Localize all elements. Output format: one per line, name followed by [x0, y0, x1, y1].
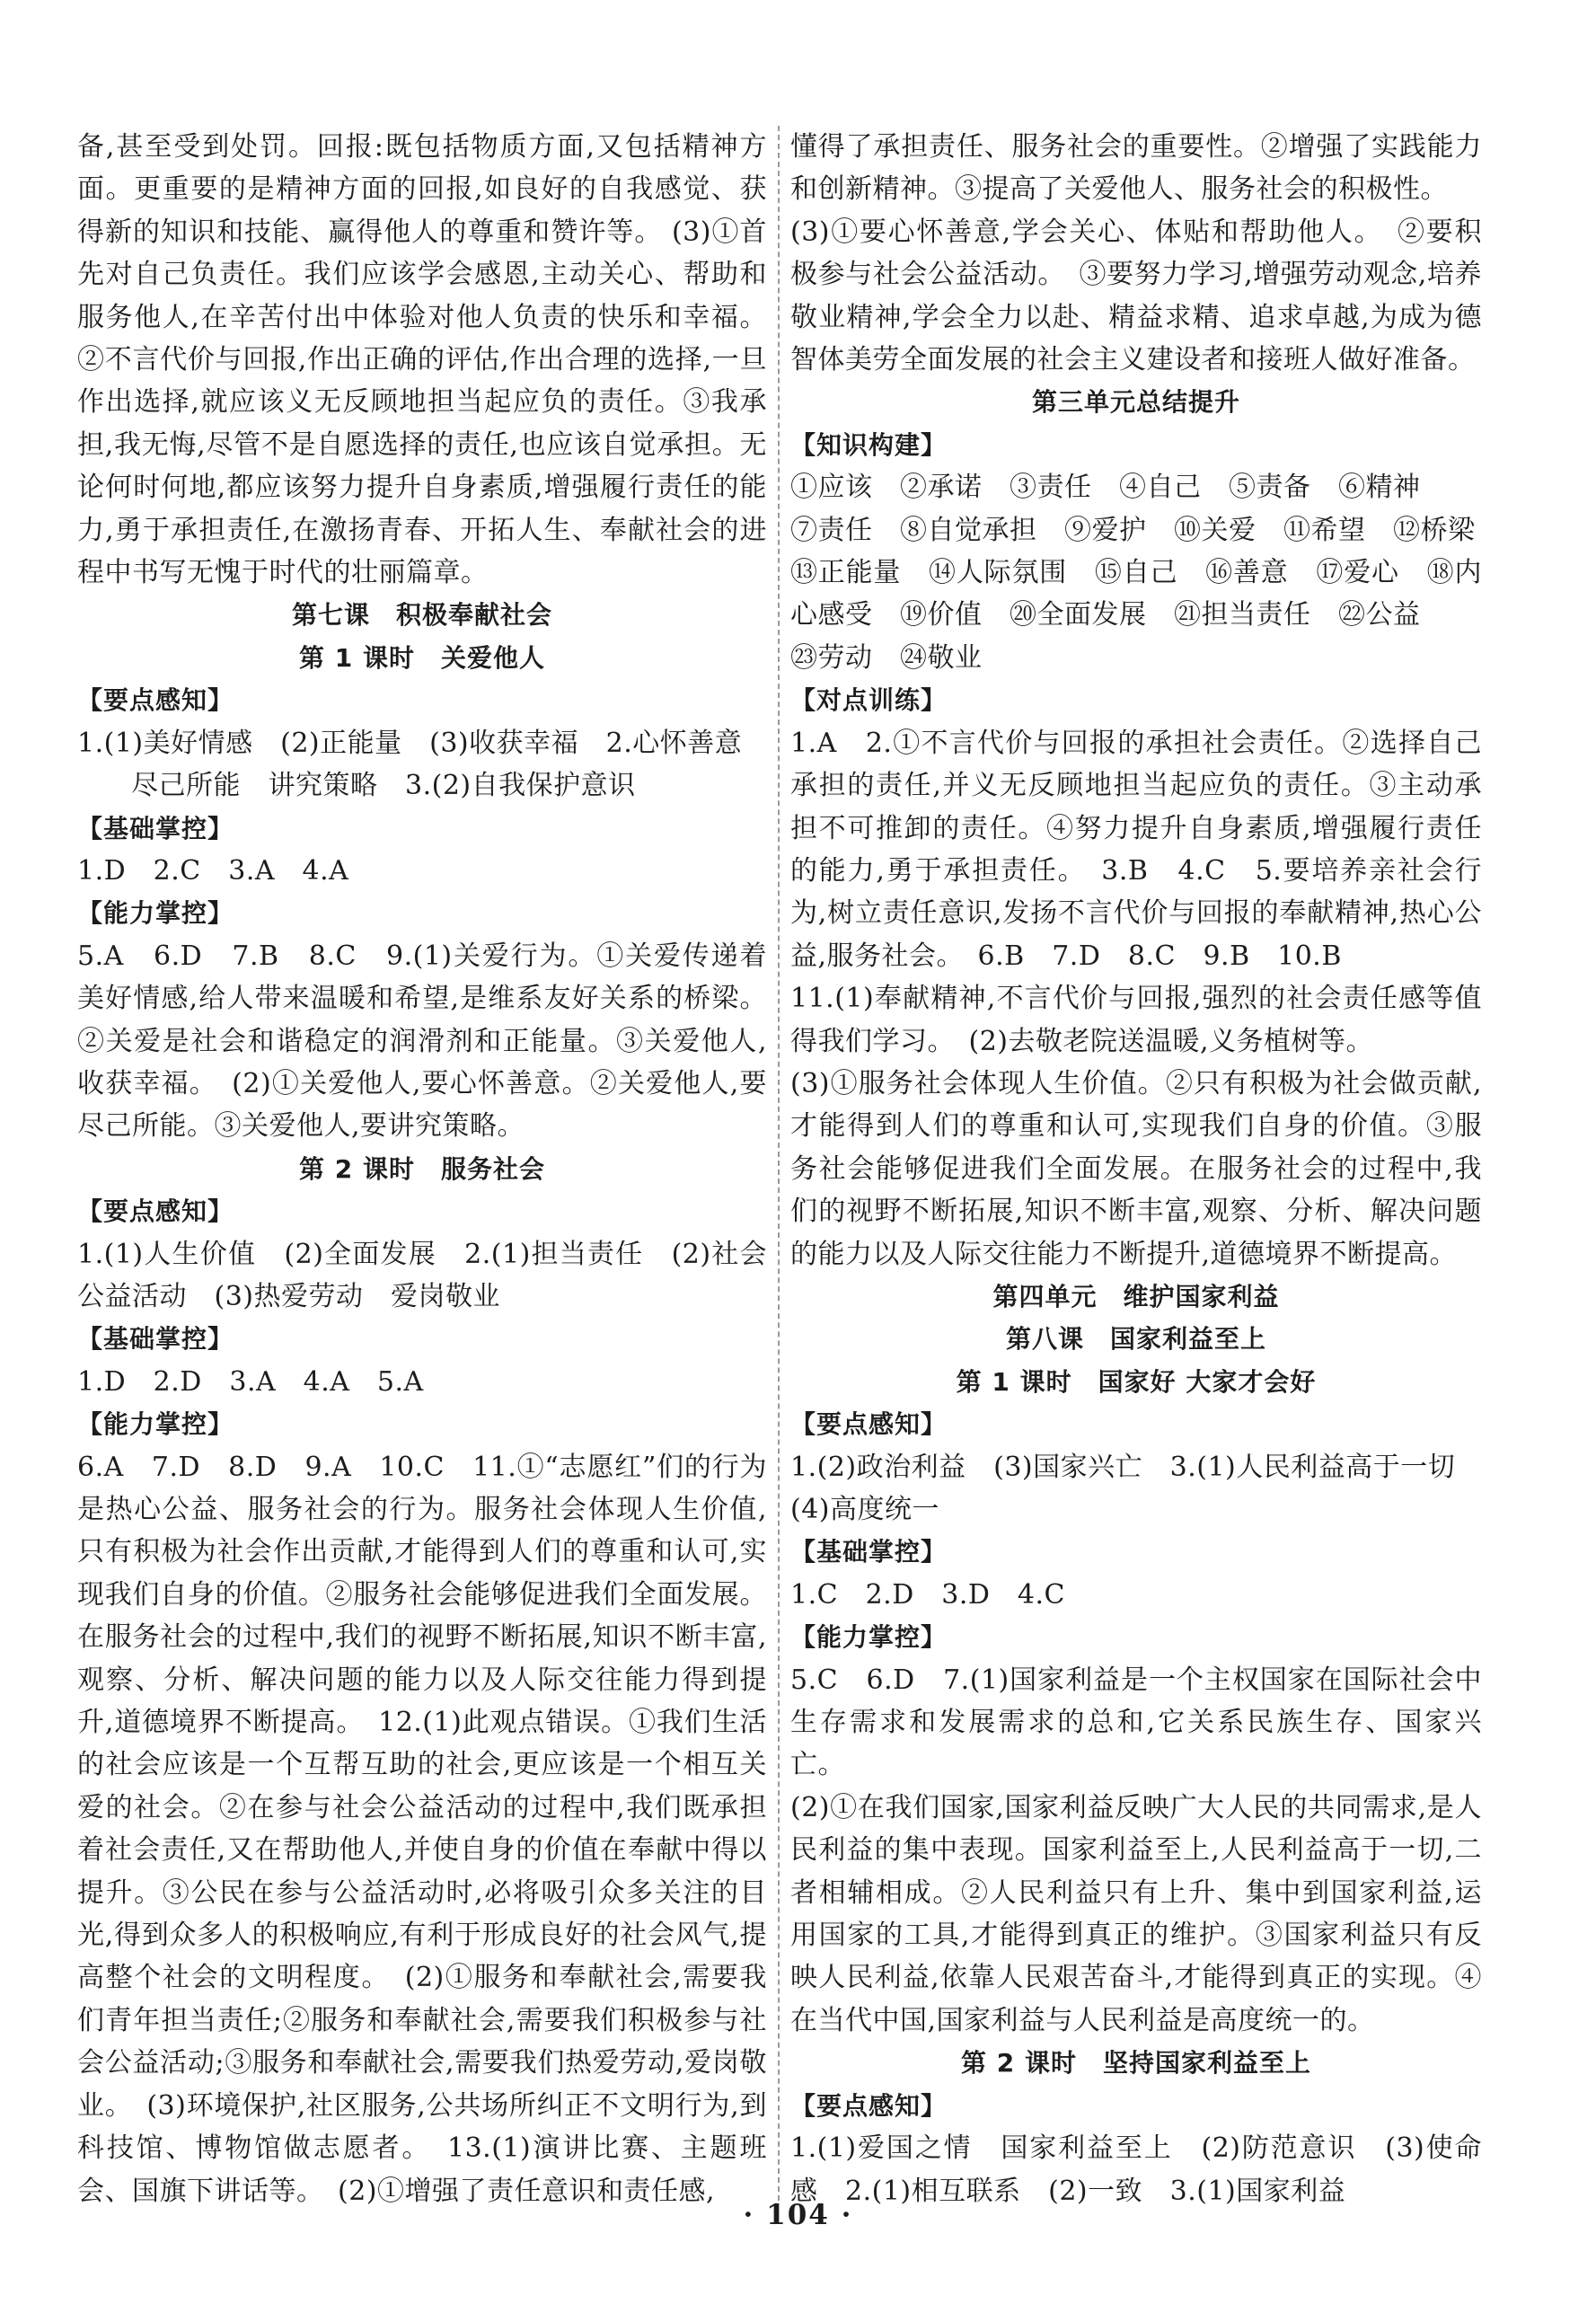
section-label: 【要点感知】 — [790, 2090, 948, 2121]
answer-paragraph: 懂得了承担责任、服务社会的重要性。②增强了实践能力和创新精神。③提高了关爱他人、服务社会的积极性。 — [790, 131, 1482, 206]
answer-paragraph: 5.A 6.D 7.B 8.C 9.(1)关爱行为。①关爱传递着美好情感,给人带来温暖和希望,是维系友好关系的桥梁。②关爱是社会和谐稳定的润滑剂和正能量。③关爱他人,收获幸福。 (2)①关爱他人,要心怀善意。②关爱他人,要尽己所能。③关爱他人,要讲究策略。 — [77, 940, 767, 1143]
lesson-heading: 第四单元 维护国家利益 — [992, 1281, 1280, 1311]
answer-paragraph: 6.A 7.D 8.D 9.A 10.C 11.①“志愿红”们的行为是热心公益、服务社会的行为。服务社会体现人生价值,只有积极为社会作出贡献,才能得到人们的尊重和认可,实现我们自身的价值。②服务社会能够促进我们全面发展。在服务社会的过程中,我们的视野不断拓展,知识不断丰富,观察、分析、解决问题的能力以及人际交往能力得到提升,道德境界不断提高。 12.(1)此观点错误。①我们生活的社会应该是一个互帮互助的社会,更应该是一个相互关爱的社会。②在参与社会公益活动的过程中,我们既承担着社会责任,又在帮助他人,并使自身的价值在奉献中得以提升。③公民在参与公益活动时,必将吸引众多关注的目光,得到众多人的积极响应,有利于形成良好的社会风气,提高整个社会的文明程度。 (2)①服务和奉献社会,需要我们青年担当责任;②服务和奉献社会,需要我们积极参与社会公益活动;③服务和奉献社会,需要我们热爱劳动,爱岗敬业。 (3)环境保护,社区服务,公共场所纠正不文明行为,到科技馆、博物馆做志愿者。 13.(1)演讲比赛、主题班会、国旗下讲话等。 (2)①增强了责任意识和责任感, — [77, 1451, 767, 2207]
lesson-heading: 第三单元总结提升 — [1031, 387, 1240, 418]
section-label: 【基础掌控】 — [77, 1324, 234, 1355]
left-column — [77, 126, 767, 2212]
answer-paragraph: 1.D 2.D 3.A 4.A 5.A — [77, 1365, 424, 1398]
lesson-heading: 第 1 课时 关爱他人 — [299, 642, 545, 673]
section-label: 【能力掌控】 — [790, 1622, 948, 1653]
lesson-heading: 第 2 课时 服务社会 — [299, 1153, 545, 1184]
answer-paragraph: ①应该 ②承诺 ③责任 ④自己 ⑤责备 ⑥精神 — [790, 472, 1421, 504]
answer-paragraph: 1.(1)爱国之情 国家利益至上 (2)防范意识 (3)使命感 2.(1)相互联系 (2)一致 3.(1)国家利益 — [790, 2132, 1482, 2207]
section-label: 【要点感知】 — [790, 1409, 948, 1440]
lesson-heading: 第 2 课时 坚持国家利益至上 — [961, 2048, 1311, 2079]
answer-paragraph: (3)①要心怀善意,学会关心、体贴和帮助他人。 ②要积极参与社会公益活动。 ③要努力学习,增强劳动观念,培养敬业精神,学会全力以赴、精益求精、追求卓越,为成为德智体美劳全面发展的社会主义建设者和接班人做好准备。 — [790, 216, 1482, 376]
answer-paragraph: 1.C 2.D 3.D 4.C — [790, 1578, 1066, 1611]
answer-paragraph: (3)①服务社会体现人生价值。②只有积极为社会做贡献,才能得到人们的尊重和认可,实现我们自身的价值。③服务社会能够促进我们全面发展。在服务社会的过程中,我们的视野不断拓展,知识不断丰富,观察、分析、解决问题的能力以及人际交往能力不断提升,道德境界不断提高。 — [790, 1067, 1482, 1270]
section-label: 【要点感知】 — [77, 1196, 234, 1227]
lesson-heading: 第 1 课时 国家好 大家才会好 — [956, 1366, 1317, 1397]
answer-paragraph: (2)①在我们国家,国家利益反映广大人民的共同需求,是人民利益的集中表现。国家利益至上,人民利益高于一切,二者相辅相成。②人民利益只有上升、集中到国家利益,运用国家的工具,才能得到真正的维护。③国家利益只有反映人民利益,依靠人民艰苦奋斗,才能得到真正的实现。④在当代中国,国家利益与人民利益是高度统一的。 — [790, 1791, 1482, 2036]
lesson-heading: 第八课 国家利益至上 — [1005, 1324, 1266, 1355]
section-label: 【对点训练】 — [790, 685, 948, 716]
page-number: · 104 · — [743, 2199, 853, 2231]
answer-paragraph: 1.(2)政治利益 (3)国家兴亡 3.(1)人民利益高于一切 — [790, 1451, 1456, 1483]
section-label: 【要点感知】 — [77, 685, 234, 716]
answer-paragraph: 1.(1)人生价值 (2)全面发展 2.(1)担当责任 (2)社会公益活动 (3)热爱劳动 爱岗敬业 — [77, 1238, 767, 1312]
answer-paragraph: 备,甚至受到处罚。回报:既包括物质方面,又包括精神方面。更重要的是精神方面的回报,如良好的自我感觉、获得新的知识和技能、赢得他人的尊重和赞许等。 (3)①首先对自己负责任。我们应该学会感恩,主动关心、帮助和服务他人,在辛苦付出中体验对他人负责的快乐和幸福。②不言代价与回报,作出正确的评估,作出合理的选择,一旦作出选择,就应该义无反顾地担当起应负的责任。③我承担,我无悔,尽管不是自愿选择的责任,也应该自觉承担。无论何时何地,都应该努力提升自身素质,增强履行责任的能力,勇于承担责任,在激扬青春、开拓人生、奉献社会的进程中书写无愧于时代的壮丽篇章。 — [77, 131, 767, 589]
answer-paragraph: 11.(1)奉献精神,不言代价与回报,强烈的社会责任感等值得我们学习。 (2)去敬老院送温暖,义务植树等。 — [790, 983, 1482, 1057]
answer-paragraph: 5.C 6.D 7.(1)国家利益是一个主权国家在国际社会中生存需求和发展需求的总和,它关系民族生存、国家兴亡。 — [790, 1664, 1482, 1781]
section-label: 【基础掌控】 — [77, 813, 234, 843]
answer-paragraph: ㉓劳动 ㉔敬业 — [790, 641, 983, 674]
answer-paragraph: 尽己所能 讲究策略 3.(2)自我保护意识 — [131, 770, 636, 802]
answer-paragraph: 1.A 2.①不言代价与回报的承担社会责任。②选择自己承担的责任,并义无反顾地担当起应负的责任。③主动承担不可推卸的责任。④努力提升自身素质,增强履行责任的能力,勇于承担责任。 3.B 4.C 5.要培养亲社会行为,树立责任意识,发扬不言代价与回报的奉献精神,热心公益,服务社会。 6.B 7.D 8.C 9.B 10.B — [790, 727, 1482, 972]
answer-paragraph: ⑦责任 ⑧自觉承担 ⑨爱护 ⑩关爱 ⑪希望 ⑫桥梁 — [790, 514, 1476, 546]
column-divider — [778, 126, 780, 2201]
answer-paragraph: 1.(1)美好情感 (2)正能量 (3)收获幸福 2.心怀善意 — [77, 727, 743, 759]
answer-paragraph: ⑬正能量 ⑭人际氛围 ⑮自己 ⑯善意 ⑰爱心 ⑱内心感受 ⑲价值 ⑳全面发展 ㉑担当责任 ㉒公益 — [790, 557, 1482, 631]
section-label: 【能力掌控】 — [77, 898, 234, 929]
section-label: 【知识构建】 — [790, 429, 948, 460]
lesson-heading: 第七课 积极奉献社会 — [291, 600, 552, 631]
answer-paragraph: (4)高度统一 — [790, 1494, 939, 1525]
section-label: 【基础掌控】 — [790, 1537, 948, 1567]
answer-paragraph: 1.D 2.C 3.A 4.A — [77, 854, 349, 887]
section-label: 【能力掌控】 — [77, 1409, 234, 1440]
right-column — [790, 126, 1482, 2212]
